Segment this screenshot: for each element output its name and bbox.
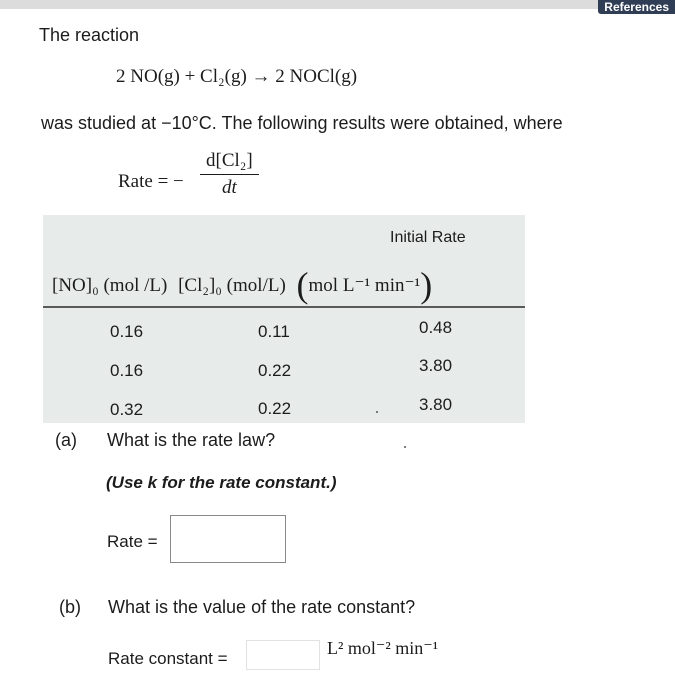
right-paren: ) bbox=[420, 265, 433, 305]
reaction-equation: 2 NO(g) + Cl₂(g) → 2 NOCl(g) bbox=[116, 66, 358, 87]
cell-rate-row1: 0.48 bbox=[419, 318, 453, 337]
part-a-question: What is the rate law? bbox=[107, 430, 276, 450]
cell-rate-row3: 3.80 bbox=[419, 395, 453, 414]
rate-constant-units: L² mol⁻² min⁻¹ bbox=[327, 638, 439, 658]
speck-dot bbox=[404, 446, 406, 448]
cell-rate-row2: 3.80 bbox=[419, 356, 453, 375]
part-a-hint: (Use k for the rate constant.) bbox=[106, 473, 337, 492]
rate-constant-label: Rate constant = bbox=[108, 649, 228, 668]
cell-no-row2: 0.16 bbox=[110, 361, 144, 380]
cell-cl2-row1: 0.11 bbox=[258, 322, 290, 341]
cell-cl2-row3: 0.22 bbox=[258, 399, 292, 418]
intro-line-2: was studied at −10°C. The following results were obtained, where bbox=[41, 113, 563, 133]
rate-definition-lhs: Rate = − bbox=[118, 171, 184, 192]
initial-rate-header: Initial Rate bbox=[390, 229, 466, 246]
rate-fraction-numerator: d[Cl₂] bbox=[200, 150, 259, 175]
no-concentration-header: [NO]₀ (mol /L) bbox=[52, 275, 168, 296]
rate-definition-fraction bbox=[200, 150, 259, 199]
rate-units-header: mol L⁻¹ min⁻¹ bbox=[308, 275, 421, 296]
cell-no-row3: 0.32 bbox=[110, 400, 144, 419]
cl2-concentration-header: [Cl₂]₀ (mol/L) bbox=[178, 275, 286, 296]
left-paren: ( bbox=[296, 265, 309, 305]
cell-no-row1: 0.16 bbox=[110, 322, 144, 341]
top-bar bbox=[0, 0, 675, 9]
speck-dot bbox=[376, 411, 378, 413]
rate-constant-input[interactable] bbox=[246, 640, 320, 670]
part-a-label: (a) bbox=[55, 430, 77, 450]
rate-law-input[interactable] bbox=[170, 515, 286, 563]
table-header-row bbox=[52, 264, 432, 306]
rate-answer-label: Rate = bbox=[107, 532, 158, 551]
part-b-label: (b) bbox=[59, 597, 81, 617]
cell-cl2-row2: 0.22 bbox=[258, 361, 292, 380]
table-divider bbox=[43, 306, 525, 308]
rate-fraction-denominator: dt bbox=[221, 177, 237, 198]
intro-line-1: The reaction bbox=[39, 25, 140, 45]
part-b-question: What is the value of the rate constant? bbox=[108, 597, 416, 617]
references-button[interactable]: References bbox=[598, 0, 675, 14]
